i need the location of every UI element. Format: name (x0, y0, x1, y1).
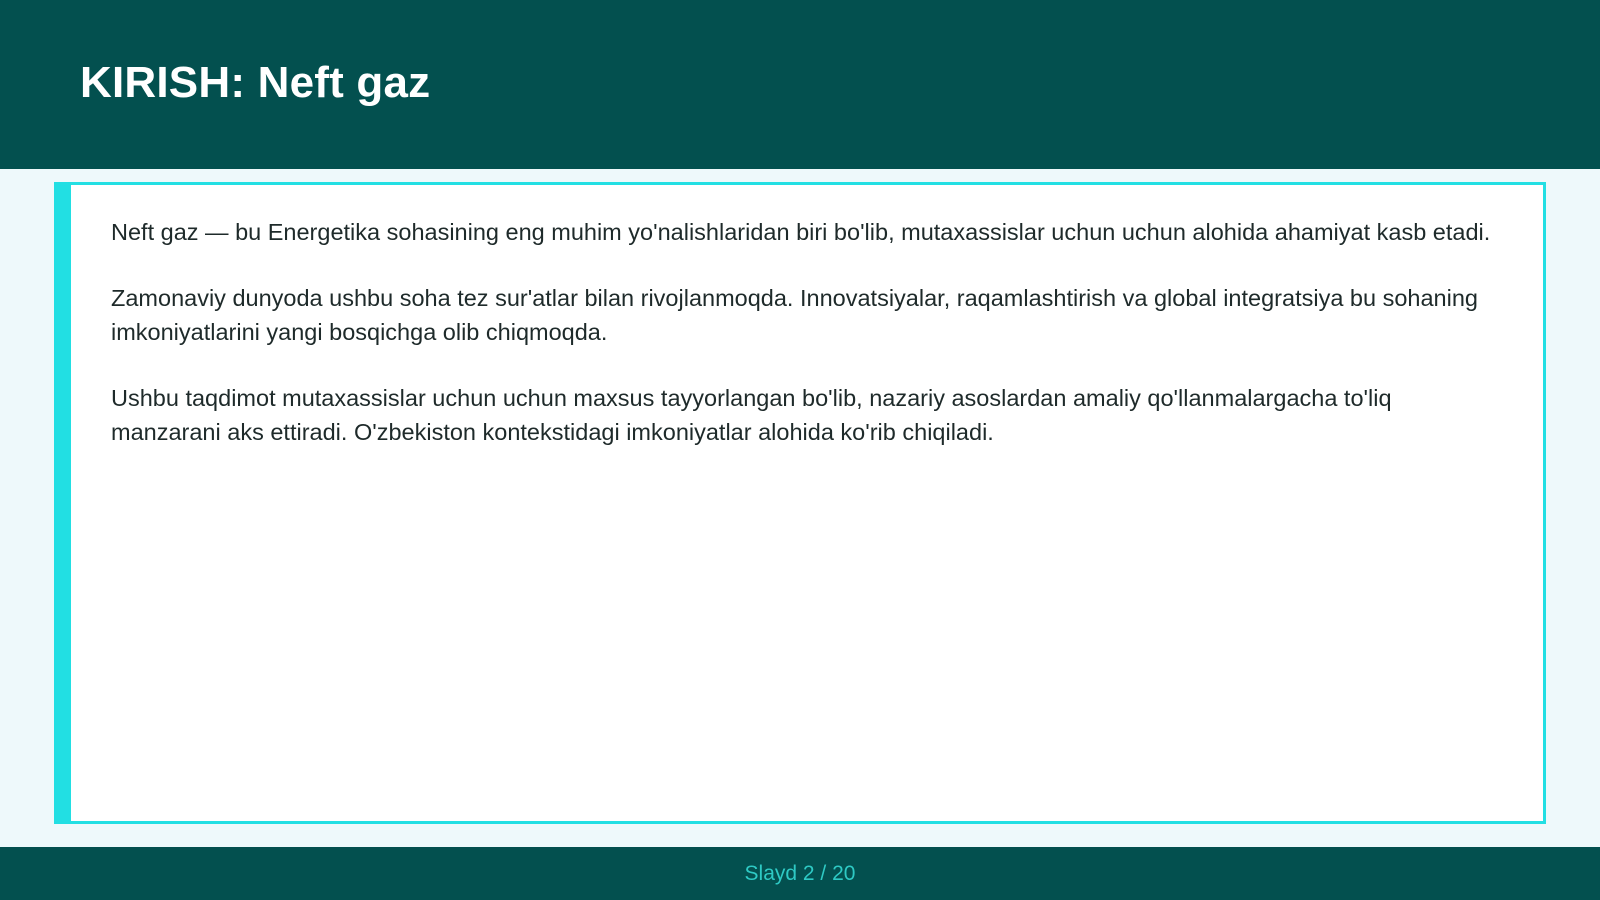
paragraph-modern-world: Zamonaviy dunyoda ushbu soha tez sur'atlar bilan rivojlanmoqda. Innovatsiyalar, raqamlashtirish va global integratsiya bu sohaning imkoniyatlarini yangi bosqichga olib chiqmoqda. (111, 285, 1478, 345)
slide-header (0, 0, 1600, 169)
paragraph-presentation-purpose: Ushbu taqdimot mutaxassislar uchun uchun maxsus tayyorlangan bo'lib, nazariy asoslardan amaliy qo'llanmalargacha to'liq manzarani aks ettiradi. O'zbekiston kontekstidagi imkoniyatlar alohida ko'rib chiqiladi. (111, 385, 1392, 445)
paragraph-intro: Neft gaz — bu Energetika sohasining eng muhim yo'nalishlaridan biri bo'lib, mutaxassislar uchun uchun alohida ahamiyat kasb etadi. (111, 219, 1491, 245)
slide-counter: Slayd 2 / 20 (744, 861, 856, 885)
content-panel (54, 182, 1546, 824)
content-text (111, 215, 1501, 481)
slide-footer (0, 847, 1600, 900)
slide-title: KIRISH: Neft gaz (80, 57, 431, 107)
